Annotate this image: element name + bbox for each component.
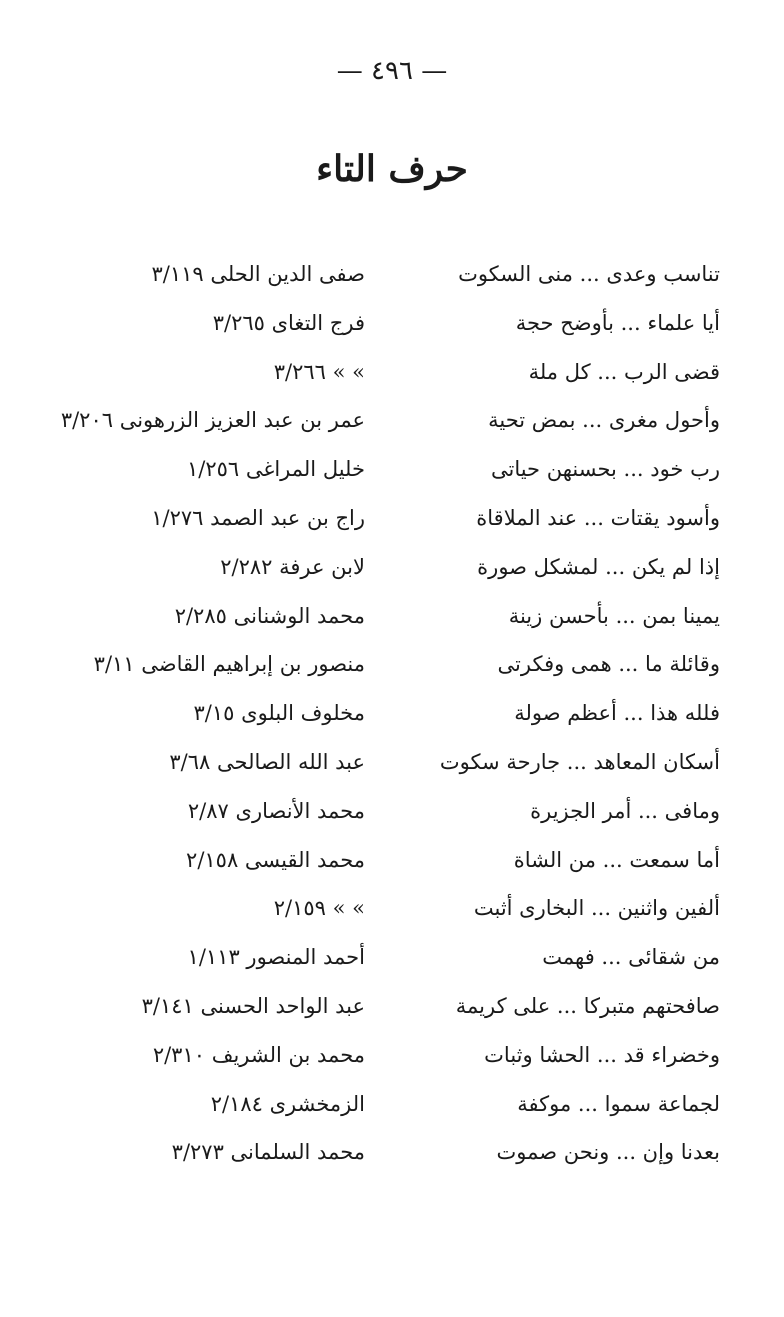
- index-entry: [40, 982, 720, 1031]
- verse-incipit: وقائلة ما ... همى وفكرتى: [497, 652, 720, 677]
- verse-incipit: لجماعة سموا ... موكفة: [517, 1091, 720, 1116]
- index-entry: [40, 299, 720, 348]
- poet-reference: راج بن عبد الصمد ١/٢٧٦: [151, 505, 365, 530]
- poet-reference: محمد القيسى ٢/١٥٨: [186, 847, 365, 872]
- index-entry: [40, 1128, 720, 1177]
- verse-incipit: بعدنا وإن ... ونحن صموت: [496, 1140, 720, 1165]
- index-entry: [40, 836, 720, 885]
- poet-reference: » » ٣/٢٦٦: [273, 359, 365, 384]
- index-entry: [40, 592, 720, 641]
- verse-incipit: صافحتهم متبركا ... على كريمة: [455, 993, 720, 1018]
- verse-incipit: قضى الرب ... كل ملة: [528, 359, 720, 384]
- verse-incipit: وخضراء قد ... الحشا وثبات: [484, 1042, 720, 1067]
- verse-index-list: [40, 250, 720, 1177]
- poet-reference: فرج التغاى ٣/٢٦٥: [212, 310, 365, 335]
- poet-reference: صفى الدين الحلى ٣/١١٩: [151, 262, 365, 286]
- poet-reference: منصور بن إبراهيم القاضى ٣/١١: [93, 652, 365, 677]
- verse-incipit: أسكان المعاهد ... جارحة سكوت: [439, 749, 720, 774]
- index-entry: [40, 396, 720, 445]
- verse-incipit: من شقائى ... فهمت: [542, 945, 720, 970]
- poet-reference: » » ٢/١٥٩: [273, 896, 365, 921]
- page-number: — ٤٩٦ —: [336, 56, 448, 86]
- index-entry: [40, 689, 720, 738]
- index-entry: [40, 1031, 720, 1080]
- verse-incipit: تناسب وعدى ... منى السكوت: [458, 262, 720, 286]
- index-entry: [40, 445, 720, 494]
- index-entry: [40, 348, 720, 397]
- index-entry: [40, 933, 720, 982]
- poet-reference: خليل المراغى ١/٢٥٦: [186, 457, 365, 482]
- verse-incipit: أما سمعت ... من الشاة: [513, 847, 720, 872]
- poet-reference: محمد الوشنانى ٢/٢٨٥: [174, 603, 365, 628]
- verse-incipit: أيا علماء ... بأوضح حجة: [515, 310, 720, 335]
- index-entry: [40, 494, 720, 543]
- verse-incipit: وأسود يقتات ... عند الملاقاة: [476, 505, 720, 530]
- poet-reference: محمد السلمانى ٣/٢٧٣: [171, 1140, 365, 1165]
- section-title: حرف التاء: [316, 148, 468, 190]
- verse-incipit: ألفين واثنين ... البخارى أثبت: [473, 896, 720, 921]
- verse-incipit: ومافى ... أمر الجزيرة: [530, 798, 720, 823]
- index-entry: [40, 884, 720, 933]
- poet-reference: لابن عرفة ٢/٢٨٢: [220, 554, 365, 579]
- index-entry: [40, 738, 720, 787]
- poet-reference: أحمد المنصور ١/١١٣: [187, 945, 365, 970]
- poet-reference: محمد الأنصارى ٢/٨٧: [187, 798, 365, 823]
- verse-incipit: وأحول مغرى ... بمض تحية: [488, 408, 720, 433]
- index-entry: [40, 250, 720, 299]
- index-entry: [40, 1080, 720, 1129]
- index-entry: [40, 640, 720, 689]
- verse-incipit: إذا لم يكن ... لمشكل صورة: [477, 554, 720, 579]
- index-entry: [40, 787, 720, 836]
- index-entry: [40, 543, 720, 592]
- verse-incipit: فلله هذا ... أعظم صولة: [514, 701, 720, 726]
- poet-reference: مخلوف البلوى ٣/١٥: [193, 701, 365, 726]
- poet-reference: الزمخشرى ٢/١٨٤: [210, 1091, 365, 1116]
- poet-reference: عمر بن عبد العزيز الزرهونى ٣/٢٠٦: [60, 408, 365, 433]
- verse-incipit: رب خود ... بحسنهن حياتى: [490, 457, 720, 482]
- poet-reference: عبد الله الصالحى ٣/٦٨: [169, 749, 365, 774]
- poet-reference: عبد الواحد الحسنى ٣/١٤١: [141, 993, 365, 1018]
- verse-incipit: يمينا بمن ... بأحسن زينة: [508, 603, 720, 628]
- poet-reference: محمد بن الشريف ٢/٣١٠: [152, 1042, 365, 1067]
